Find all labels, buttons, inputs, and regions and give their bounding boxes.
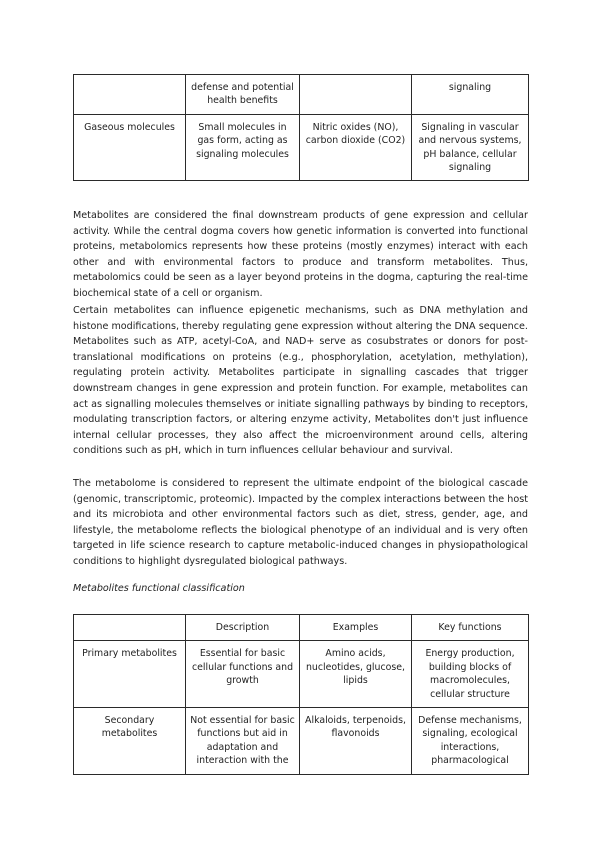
column-header: Examples	[300, 615, 412, 641]
table-cell: Signaling in vascular and nervous systems, pH balance, cellular signaling	[412, 114, 529, 181]
table-cell: Primary metabolites	[74, 641, 186, 708]
table-cell: Secondary metabolites	[74, 708, 186, 775]
top-table-continuation	[73, 74, 529, 181]
table-header-row	[74, 615, 529, 641]
table-cell: Nitric oxides (NO), carbon dioxide (CO2)	[300, 114, 412, 181]
column-header	[74, 615, 186, 641]
table-cell: Defense mechanisms, signaling, ecological interactions, pharmacological	[412, 708, 529, 775]
table-cell: Alkaloids, terpenoids, flavonoids	[300, 708, 412, 775]
table-cell	[74, 75, 186, 115]
table-cell: Amino acids, nucleotides, glucose, lipids	[300, 641, 412, 708]
column-header: Description	[186, 615, 300, 641]
table-cell: defense and potential health benefits	[186, 75, 300, 115]
table-row	[74, 708, 529, 775]
column-header: Key functions	[412, 615, 529, 641]
table-cell: Energy production, building blocks of macromolecules, cellular structure	[412, 641, 529, 708]
metabolites-classification-table	[73, 614, 529, 775]
table-cell: Gaseous molecules	[74, 114, 186, 181]
table-row	[74, 114, 529, 181]
table-cell: Not essential for basic functions but aid in adaptation and interaction with the	[186, 708, 300, 775]
table-cell	[300, 75, 412, 115]
table-caption: Metabolites functional classification	[73, 583, 245, 594]
paragraph: Certain metabolites can influence epigenetic mechanisms, such as DNA methylation and histone modifications, thereby regulating gene expression without altering the DNA sequence. Metabolites such as ATP, acetyl-CoA, and NAD+ serve as cosubstrates or donors for post-translational modifications on proteins (e.g., phosphorylation, acetylation, methylation), regulating protein activity. Metabolites participate in signalling cascades that trigger downstream changes in gene expression and protein function. For example, metabolites can act as signalling molecules themselves or initiate signalling pathways by binding to receptors, modulating transcription factors, or altering enzyme activity, Metabolites don't just influence internal cellular processes, they also affect the microenvironment around cells, altering conditions such as pH, which in turn influences cellular behaviour and survival.	[73, 305, 528, 457]
table-cell: signaling	[412, 75, 529, 115]
table-cell: Small molecules in gas form, acting as signaling molecules	[186, 114, 300, 181]
table-row	[74, 641, 529, 708]
table-cell: Essential for basic cellular functions and growth	[186, 641, 300, 708]
table-row	[74, 75, 529, 115]
paragraph: The metabolome is considered to represent the ultimate endpoint of the biological cascade (genomic, transcriptomic, proteomic). Impacted by the complex interactions between the host and its microbiota and other environmental factors such as diet, stress, gender, age, and lifestyle, the metabolome reflects the biological phenotype of an individual and is very often targeted in life science research to capture metabolic-induced changes in physiopathological conditions to highlight dysregulated biological pathways.	[73, 478, 528, 567]
paragraph: Metabolites are considered the final downstream products of gene expression and cellular activity. While the central dogma covers how genetic information is converted into functional proteins, metabolomics represents how these proteins (mostly enzymes) interact with each other and with environmental factors to produce and transform metabolites. Thus, metabolomics could be seen as a layer beyond proteins in the dogma, capturing the real-time biochemical state of a cell or organism.	[73, 210, 528, 299]
